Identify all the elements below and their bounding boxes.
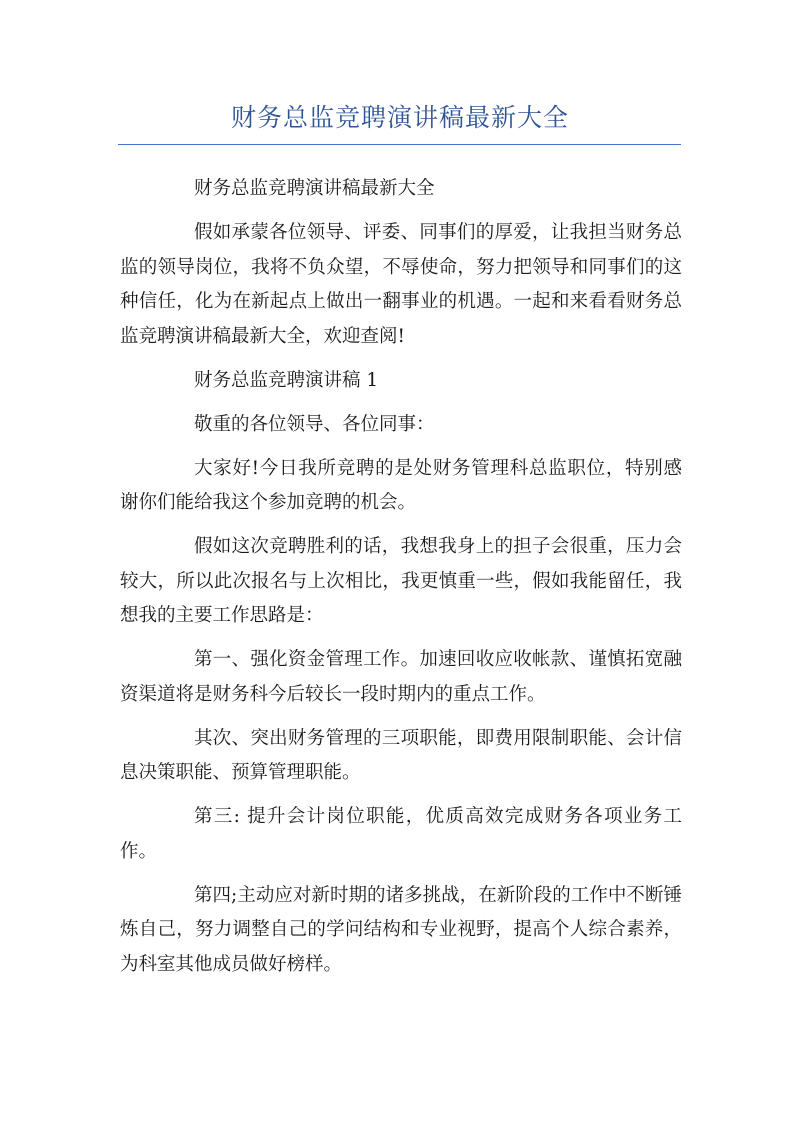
paragraph-point-3: 第三: 提升会计岗位职能，优质高效完成财务各项业务工作。 (120, 806, 682, 862)
paragraph-heading: 财务总监竞聘演讲稿最新大全 (194, 178, 435, 199)
paragraph-point-2: 其次、突出财务管理的三项职能，即费用限制职能、会计信息决策职能、预算管理职能。 (120, 727, 682, 783)
title-underline (118, 144, 681, 145)
paragraph-salutation: 敬重的各位领导、各位同事： (194, 413, 435, 435)
paragraph-plan-intro: 假如这次竞聘胜利的话，我想我身上的担子会很重，压力会较大，所以此次报名与上次相比，我更慎重一些，假如我能留任，我想我的主要工作思路是： (120, 536, 682, 626)
document-title: 财务总监竞聘演讲稿最新大全 (230, 103, 569, 132)
paragraph-intro: 假如承蒙各位领导、评委、同事们的厚爱，让我担当财务总监的领导岗位，我将不负众望，不辱使命，努力把领导和同事们的这种信任，化为在新起点上做出一翻事业的机遇。一起和来看看财务总监竞聘演讲稿最新大全，欢迎查阅! (120, 222, 682, 347)
paragraph-greeting: 大家好!今日我所竞聘的是处财务管理科总监职位，特别感谢你们能给我这个参加竞聘的机会。 (120, 457, 682, 513)
paragraph-point-4: 第四;主动应对新时期的诸多挑战，在新阶段的工作中不断锤炼自己，努力调整自己的学问结构和专业视野，提高个人综合素养，为科室其他成员做好榜样。 (120, 884, 682, 975)
document-body (120, 172, 682, 992)
paragraph-point-1: 第一、强化资金管理工作。加速回收应收帐款、谨慎拓宽融资渠道将是财务科今后较长一段时期内的重点工作。 (120, 649, 682, 705)
paragraph-section-title: 财务总监竞聘演讲稿 1 (194, 369, 379, 391)
